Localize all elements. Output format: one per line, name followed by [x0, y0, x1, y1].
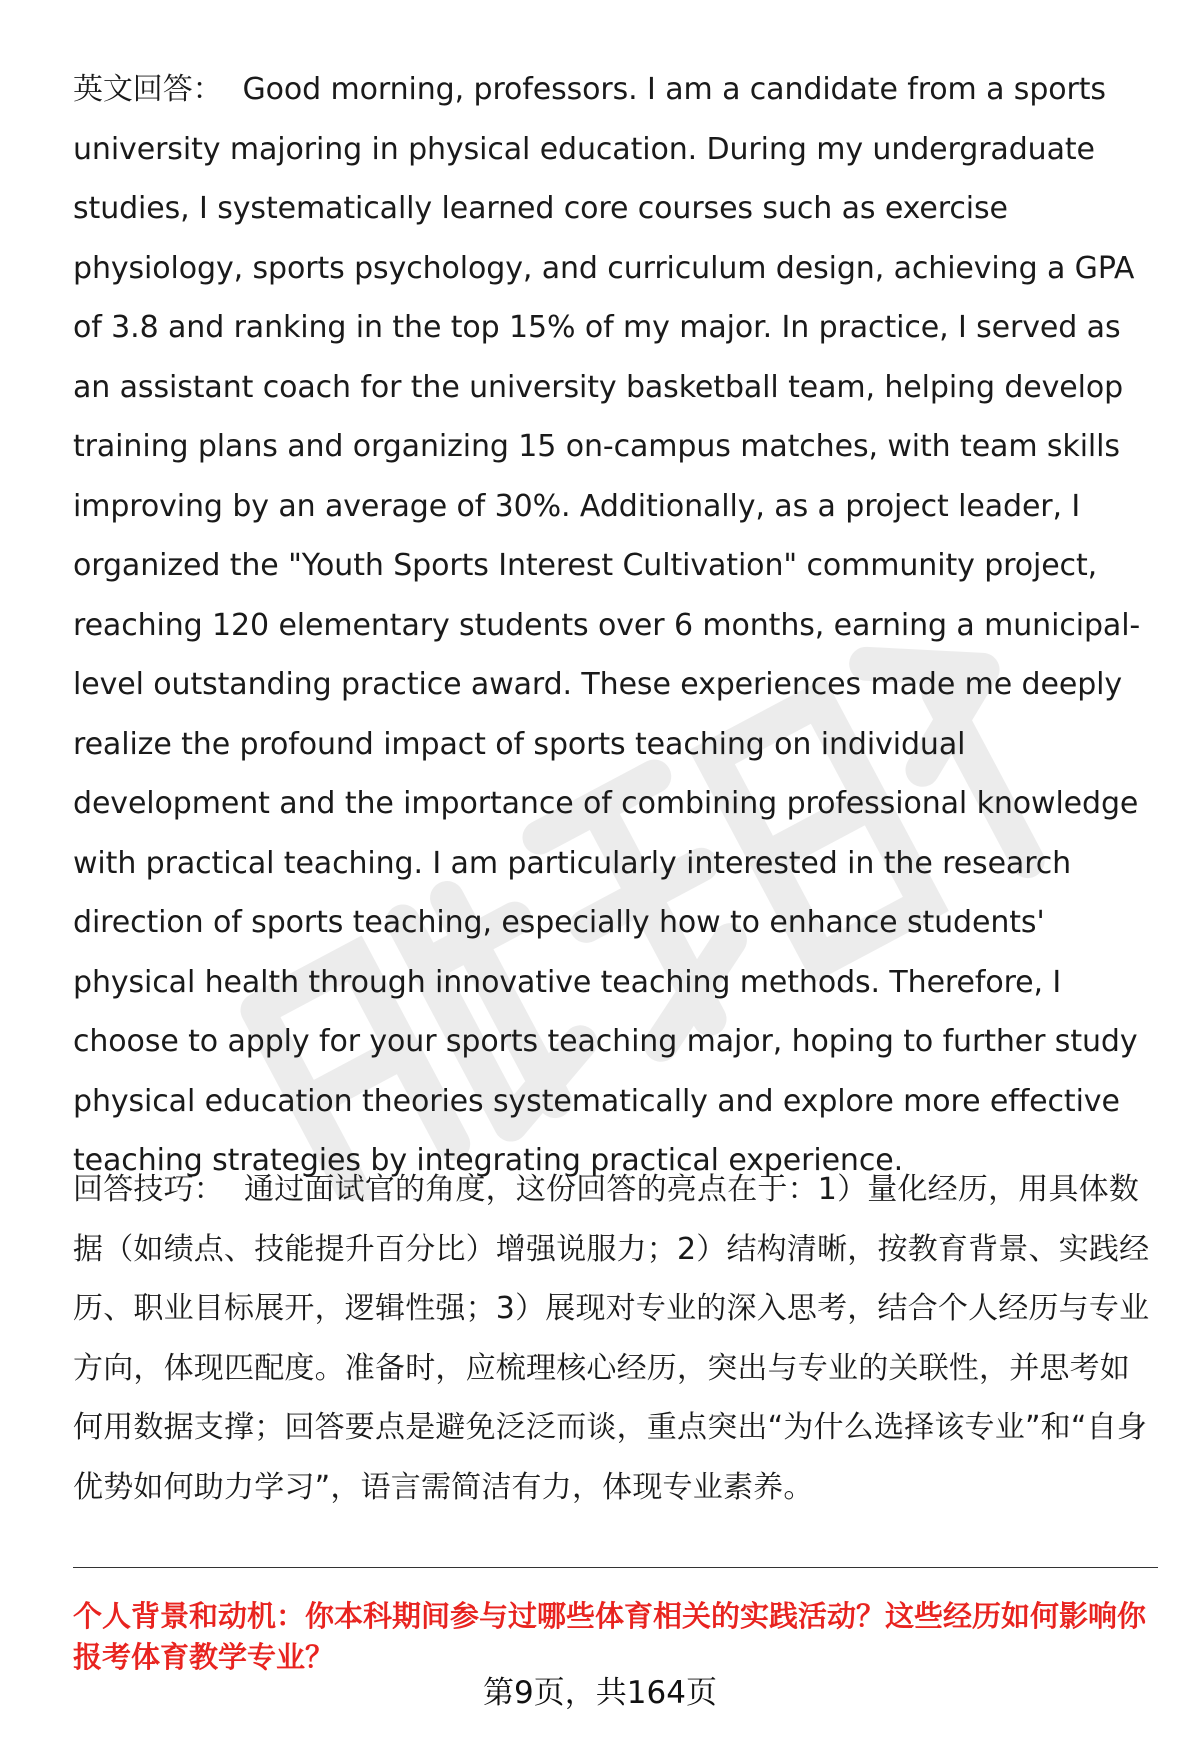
- next-question-heading: 个人背景和动机：你本科期间参与过哪些体育相关的实践活动？这些经历如何影响你报考体育教学专业？: [73, 1599, 1147, 1674]
- page-number: 第9页，共164页: [483, 1675, 717, 1711]
- section-divider: [73, 1567, 1158, 1568]
- answer-tips-label: 回答技巧：: [73, 1172, 224, 1207]
- english-answer-label: 英文回答：: [73, 72, 223, 107]
- answer-tips-text: 通过面试官的角度，这份回答的亮点在于：1）量化经历，用具体数据（如绩点、技能提升百分比）增强说服力；2）结构清晰，按教育背景、实践经历、职业目标展开，逻辑性强；3）展现对专业的深入思考，结合个人经历与专业方向，体现匹配度。准备时，应梳理核心经历，突出与专业的关联性，并思考如何用数据支撑；回答要点是避免泛泛而谈，重点突出“为什么选择该专业”和“自身优势如何助力学习”，语言需简洁有力，体现专业素养。: [73, 1172, 1150, 1505]
- english-answer-text: Good morning, professors. I am a candidate from a sports university majoring in physical education. During my undergraduate studies, I systematically learned core courses such as exercise physiology, sports psychology, and curriculum design, achieving a GPA of 3.8 and ranking in the top 15% of my major. In practice, I served as an assistant coach for the university basketball team, helping develop training plans and organizing 15 on-campus matches, with team skills improving by an average of 30%. Additionally, as a project leader, I organized the "Youth Sports Interest Cultivation" community project, reaching 120 elementary students over 6 months, earning a municipal-level outstanding practice award. These experiences made me deeply realize the profound impact of sports teaching on individual development and the importance of combining professional knowledge with practical teaching. I am particularly interested in the research direction of sports teaching, especially how to enhance students' physical health through innovative teaching methods. Therefore, I choose to apply for your sports teaching major, hoping to further study physical education theories systematically and explore more effective teaching strategies by integrating practical experience.: [73, 72, 1141, 1178]
- english-answer-paragraph: [73, 60, 1158, 1191]
- answer-tips-paragraph: [73, 1160, 1158, 1517]
